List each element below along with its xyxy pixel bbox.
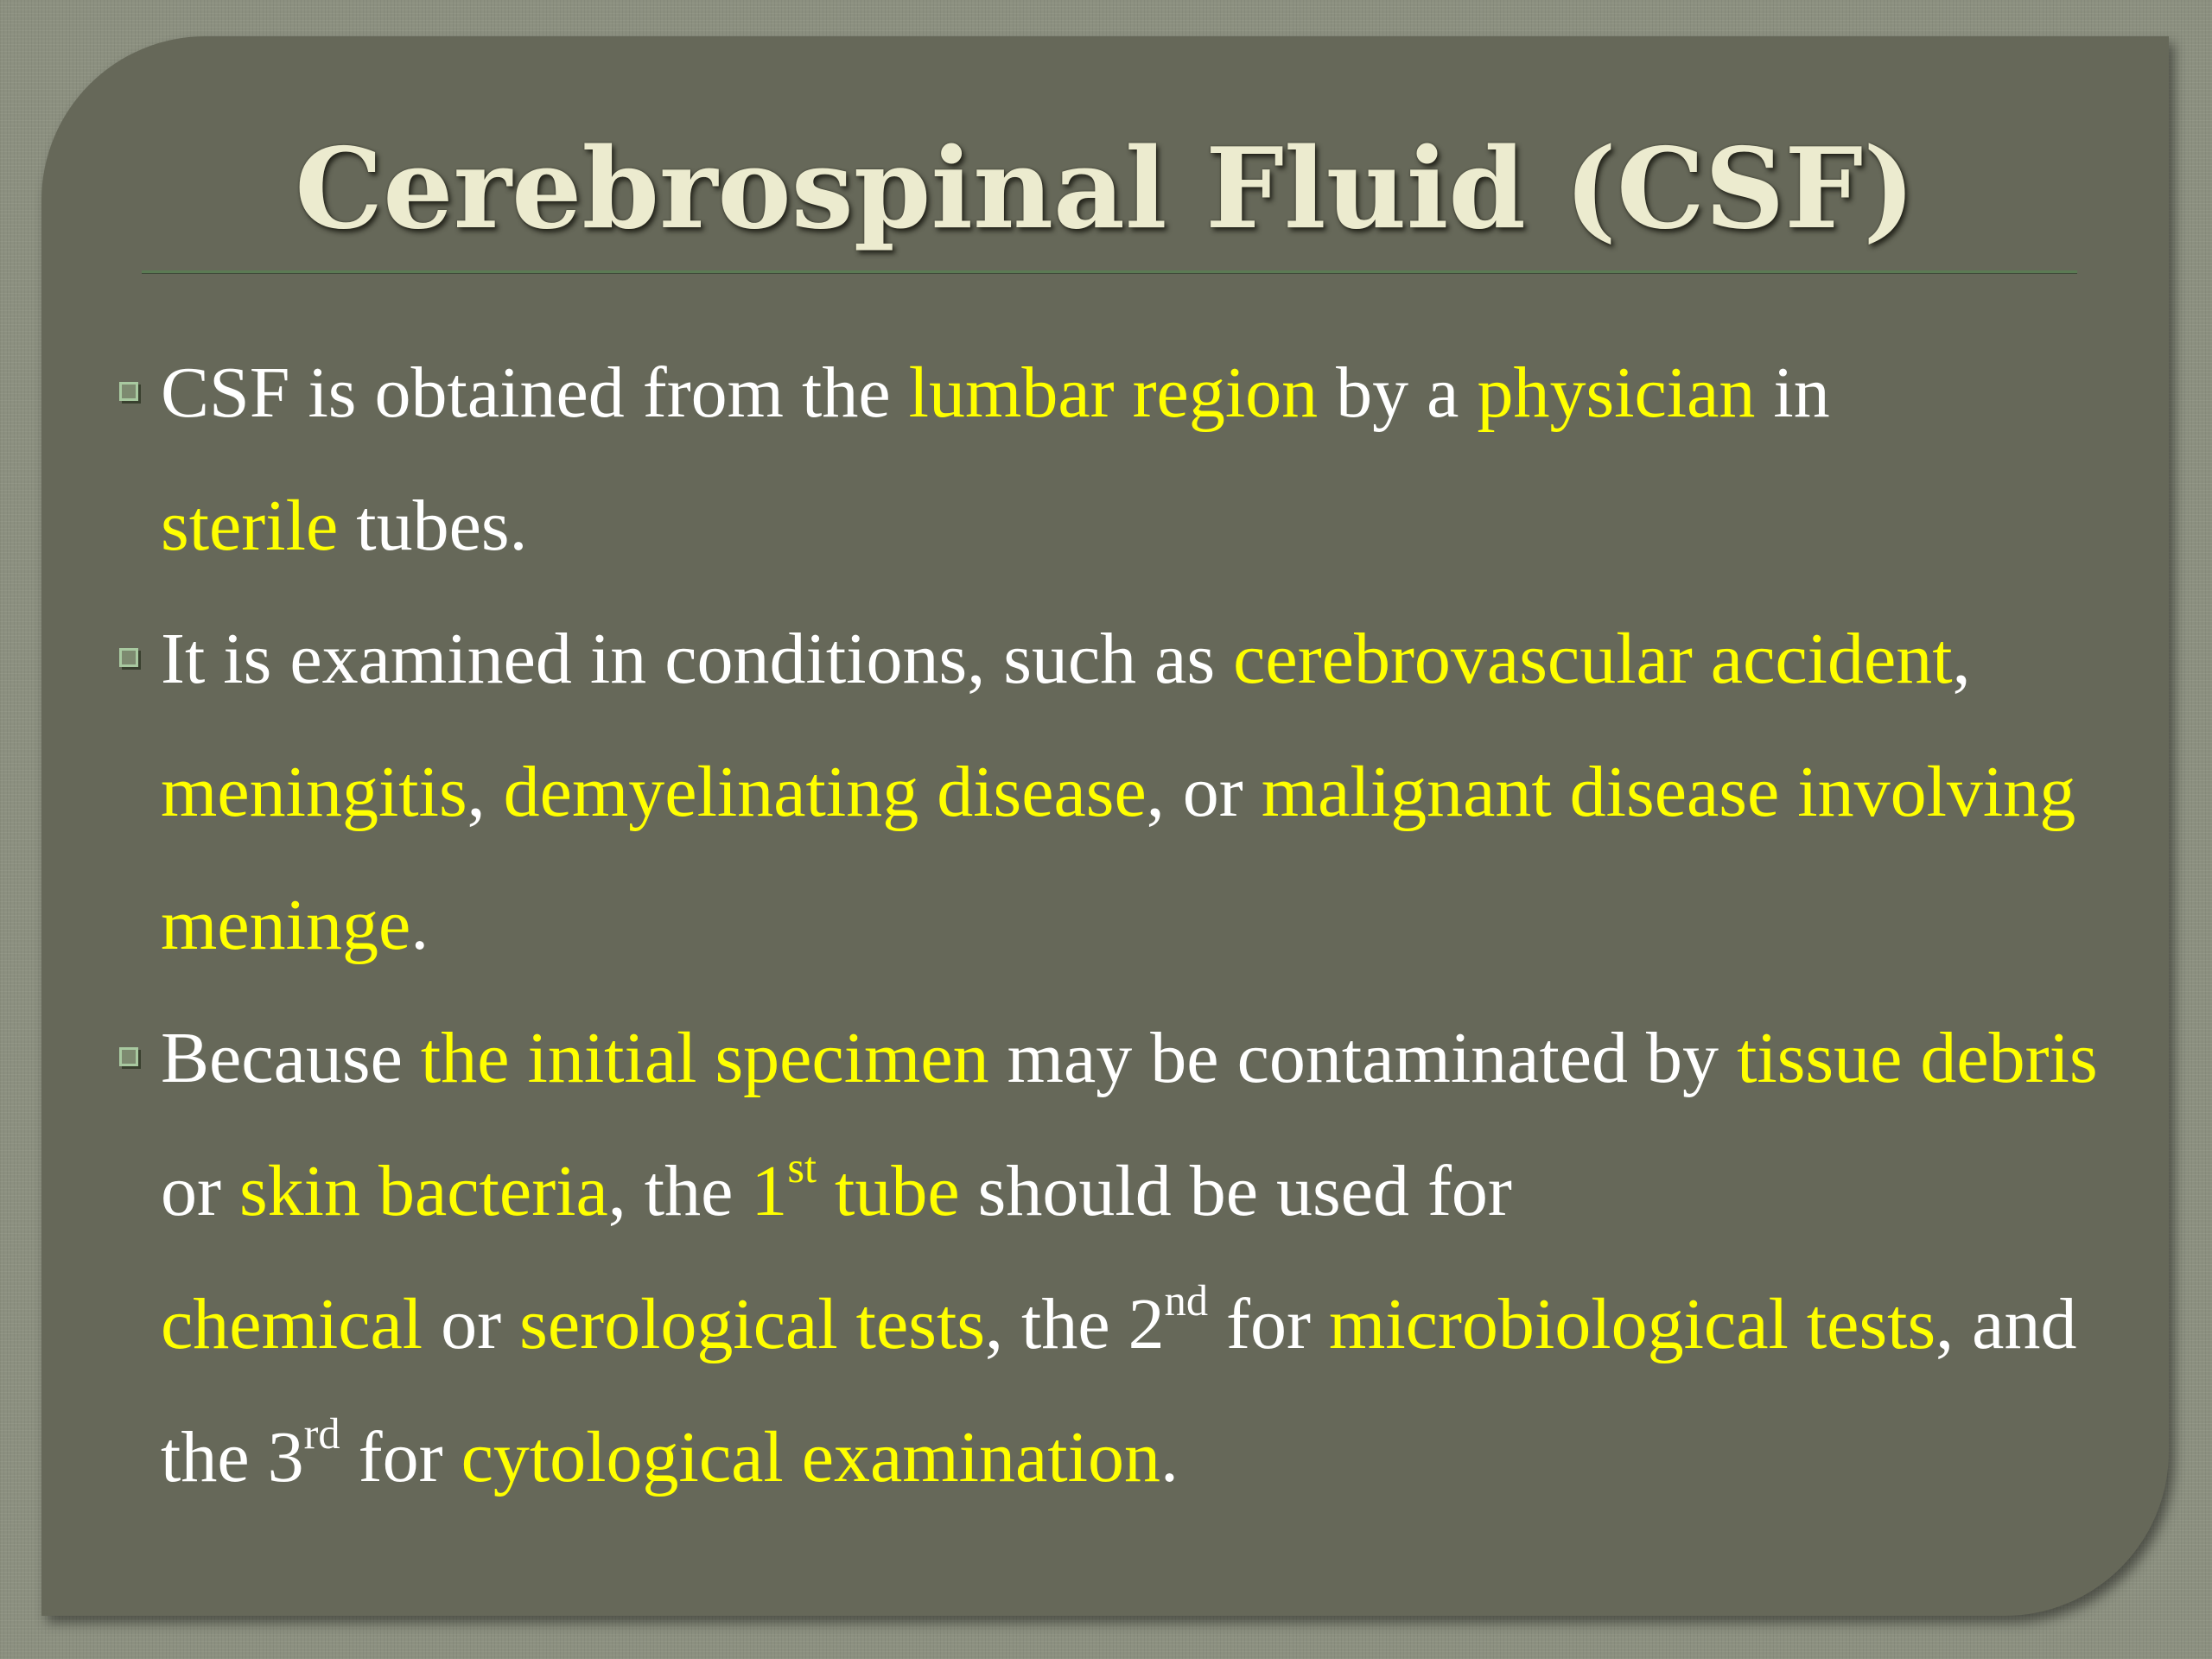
- highlight-physician: physician: [1477, 353, 1756, 433]
- highlight-malignant-disease: malignant disease involving meninge: [161, 752, 2076, 965]
- text-segment: .: [410, 885, 429, 965]
- text-segment: or: [161, 1151, 239, 1231]
- bullet-list: [116, 327, 2164, 1524]
- text-segment: tubes.: [338, 486, 528, 566]
- highlight-tissue-debris: tissue debris: [1737, 1018, 2098, 1098]
- text-segment: or: [423, 1284, 520, 1364]
- highlight-serological-tests: serological tests: [519, 1284, 986, 1364]
- square-bullet-icon: [119, 382, 138, 401]
- text-segment: ,: [467, 752, 504, 832]
- text-segment: , the 2: [985, 1284, 1165, 1364]
- text-segment: It is examined in conditions, such as: [161, 619, 1234, 699]
- text-segment: Because: [161, 1018, 421, 1098]
- bullet-item-conditions: [116, 593, 2164, 992]
- superscript-nd: nd: [1164, 1276, 1209, 1325]
- text-segment: should be used for: [959, 1151, 1512, 1231]
- bullet-item-csf-collection: [116, 327, 2164, 593]
- slide-panel: [41, 36, 2169, 1616]
- highlight-chemical: chemical: [161, 1284, 423, 1364]
- title-divider: [142, 270, 2077, 274]
- text-segment: CSF is obtained from the: [161, 353, 909, 433]
- text-segment: by a: [1318, 353, 1478, 433]
- text-segment: .: [1160, 1417, 1179, 1497]
- highlight-cytological-examination: cytological examination: [461, 1417, 1160, 1497]
- highlight-first-tube-number: 1: [751, 1151, 788, 1231]
- highlight-sterile: sterile: [161, 486, 339, 566]
- text-segment: , the: [607, 1151, 752, 1231]
- slide-title: Cerebrospinal Fluid (CSF): [295, 124, 1916, 254]
- superscript-st: st: [787, 1143, 817, 1192]
- superscript-rd: rd: [303, 1409, 340, 1459]
- highlight-initial-specimen: the initial specimen: [420, 1018, 989, 1098]
- text-segment: for: [340, 1417, 461, 1497]
- highlight-skin-bacteria: skin bacteria: [238, 1151, 608, 1231]
- highlight-demyelinating-disease: demyelinating disease: [503, 752, 1147, 832]
- highlight-cerebrovascular-accident: cerebrovascular accident: [1233, 619, 1953, 699]
- text-segment: ,: [1952, 619, 1971, 699]
- text-segment: , and the 3: [161, 1284, 2077, 1497]
- square-bullet-icon: [119, 648, 138, 667]
- text-segment: for: [1208, 1284, 1329, 1364]
- text-segment: , or: [1146, 752, 1262, 832]
- text-segment: may be contaminated by: [988, 1018, 1738, 1098]
- highlight-tube: tube: [817, 1151, 960, 1231]
- highlight-lumbar-region: lumbar region: [908, 353, 1319, 433]
- square-bullet-icon: [119, 1047, 138, 1066]
- highlight-microbiological-tests: microbiological tests: [1328, 1284, 1936, 1364]
- bullet-item-tube-order: [116, 992, 2164, 1524]
- highlight-meningitis: meningitis: [161, 752, 467, 832]
- text-segment: in: [1755, 353, 1830, 433]
